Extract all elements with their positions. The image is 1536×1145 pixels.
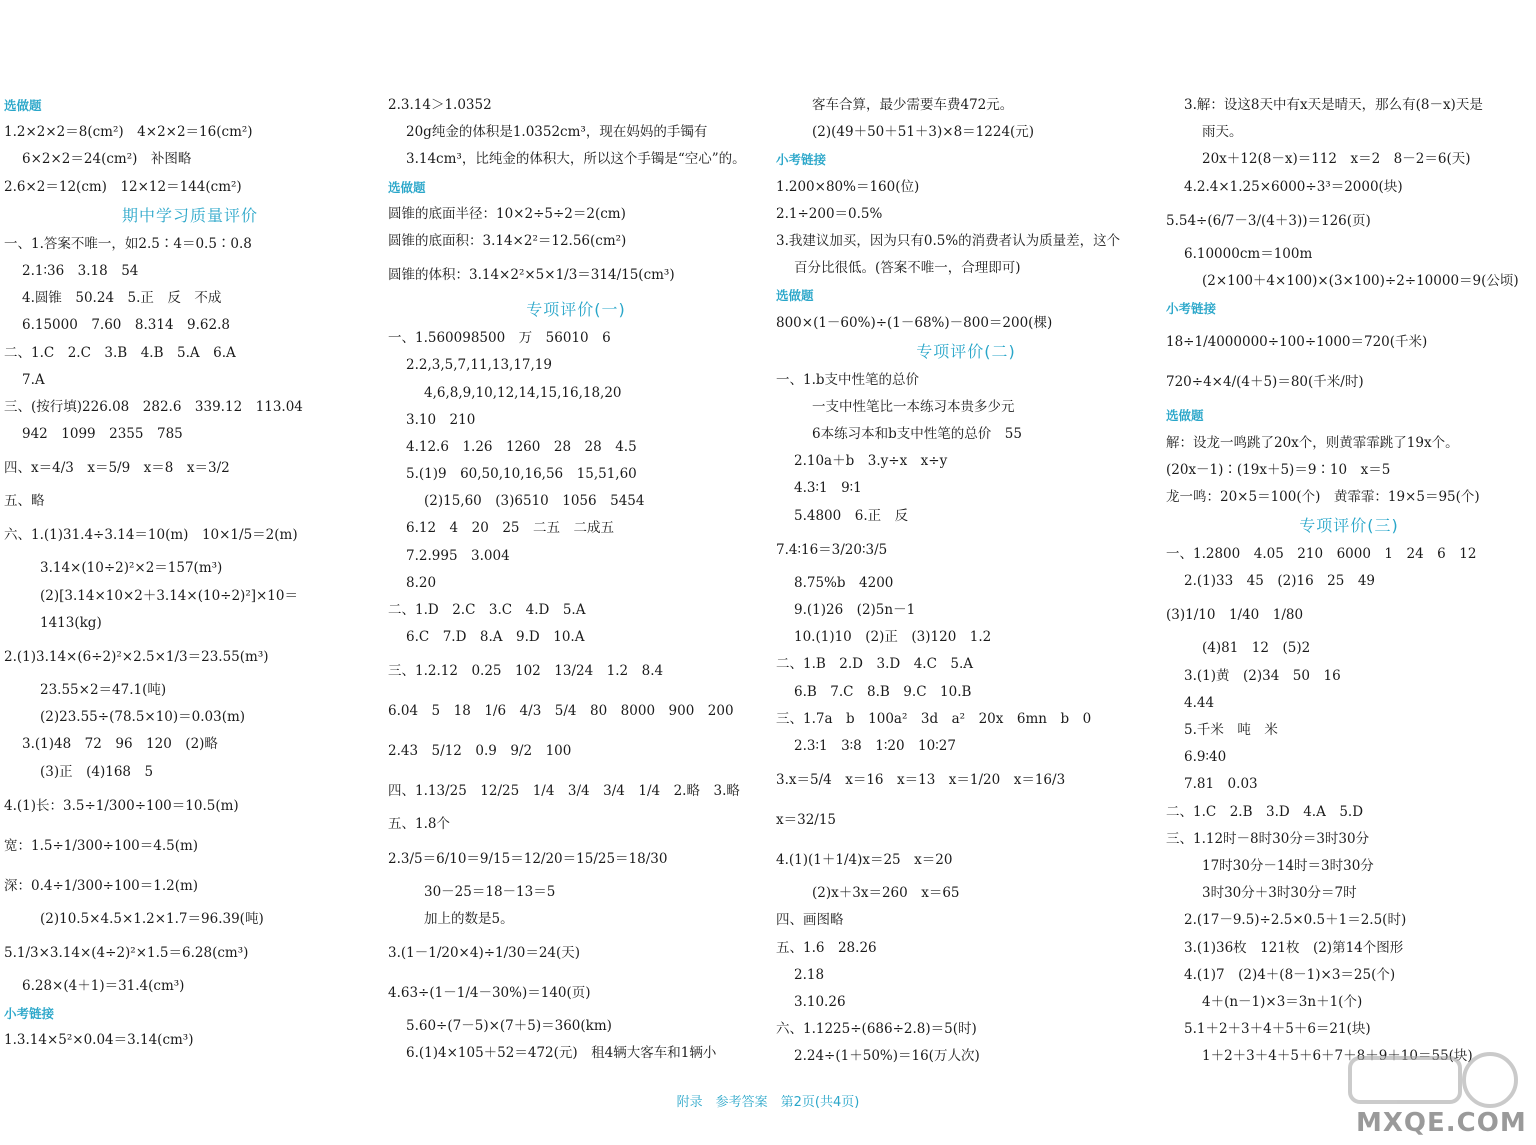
answer-line: 4.(1)长：3.5÷1/300÷100＝10.5(m) bbox=[4, 797, 239, 814]
answer-line: 8.20 bbox=[406, 574, 437, 591]
answer-line: 5.54÷(6/7－3/(4＋3))＝126(页) bbox=[1166, 212, 1371, 229]
answer-line: 4.63÷(1－1/4－30%)＝140(页) bbox=[388, 984, 591, 1001]
answer-line: 1＋2＋3＋4＋5＋6＋7＋8＋9＋10＝55(块) bbox=[1202, 1048, 1473, 1065]
answer-line: 3.解：设这8天中有x天是晴天，那么有(8－x)天是 bbox=[1184, 97, 1483, 113]
answer-line: 2.18 bbox=[794, 966, 825, 983]
answer-line: (2)23.55÷(78.5×10)＝0.03(m) bbox=[40, 709, 246, 726]
answer-line: 5.千米 吨 米 bbox=[1184, 722, 1278, 738]
answer-line: 2.6×2＝12(cm) 12×12＝144(cm²) bbox=[4, 178, 242, 195]
answer-line: 6.04 5 18 1/6 4/3 5/4 80 8000 900 200 bbox=[388, 703, 734, 720]
answer-line: 5.1/3×3.14×(4÷2)²×1.5＝6.28(cm³) bbox=[4, 944, 249, 961]
answer-line: 942 1099 2355 785 bbox=[22, 426, 183, 443]
answer-line: 三、1.12时－8时30分＝3时30分 bbox=[1166, 830, 1370, 847]
answer-line: 1.2×2×2＝8(cm²) 4×2×2＝16(cm²) bbox=[4, 124, 253, 141]
answer-line: 5.(1)9 60,50,10,16,56 15,51,60 bbox=[406, 466, 637, 483]
answer-line: 1.200×80%＝160(位) bbox=[776, 178, 920, 195]
answer-line: 2.3∶1 3∶8 1∶20 10∶27 bbox=[794, 737, 956, 754]
answer-line: 7.81 0.03 bbox=[1184, 776, 1258, 793]
answer-line: 20g纯金的体积是1.0352cm³，现在妈妈的手镯有 bbox=[406, 124, 708, 141]
answer-line: (20x－1)∶(19x＋5)＝9∶10 x＝5 bbox=[1166, 461, 1391, 478]
answer-line: 18÷1/4000000÷100÷1000＝720(千米) bbox=[1166, 334, 1428, 351]
answer-line: 3.10.26 bbox=[794, 993, 846, 1010]
section-label: 小考链接 bbox=[4, 1006, 55, 1022]
section-label: 选做题 bbox=[4, 98, 42, 113]
answer-line: 4＋(n－1)×3＝3n＋1(个) bbox=[1202, 993, 1363, 1010]
section-heading: 专项评价(一) bbox=[526, 300, 626, 320]
section-heading: 专项评价(三) bbox=[1299, 516, 1399, 536]
answer-line: 5.1＋2＋3＋4＋5＋6＝21(块) bbox=[1184, 1021, 1371, 1038]
answer-line: 3.(1－1/20×4)÷1/30＝24(天) bbox=[388, 944, 581, 961]
answer-line: 2.3.14＞1.0352 bbox=[388, 97, 492, 113]
answer-line: 加上的数是5。 bbox=[424, 910, 514, 927]
answer-line: 二、1.D 2.C 3.C 4.D 5.A bbox=[388, 602, 586, 618]
answer-line: 四、x＝4/3 x＝5/9 x＝8 x＝3/2 bbox=[4, 460, 230, 477]
answer-line: 2.1∶36 3.18 54 bbox=[22, 262, 139, 279]
answer-line: 3.14cm³，比纯金的体积大，所以这个手镯是“空心”的。 bbox=[406, 151, 746, 168]
answer-line: 三、(按行填)226.08 282.6 339.12 113.04 bbox=[4, 398, 303, 415]
answer-line: 五、1.8个 bbox=[388, 816, 450, 833]
answer-column-3 bbox=[776, 92, 1156, 1070]
answer-line: 6.C 7.D 8.A 9.D 10.A bbox=[406, 629, 585, 646]
answer-line: 2.43 5/12 0.9 9/2 100 bbox=[388, 743, 572, 760]
answer-line: 2.(1)33 45 (2)16 25 49 bbox=[1184, 573, 1376, 590]
answer-line: 4,6,8,9,10,12,14,15,16,18,20 bbox=[424, 384, 622, 401]
answer-line: 10.(1)10 (2)正 (3)120 1.2 bbox=[794, 629, 992, 646]
answer-line: 二、1.B 2.D 3.D 4.C 5.A bbox=[776, 656, 974, 673]
answer-line: 9.(1)26 (2)5n－1 bbox=[794, 602, 916, 618]
section-label: 小考链接 bbox=[1166, 301, 1217, 317]
answer-line: 800×(1－60%)÷(1－68%)－800＝200(棵) bbox=[776, 314, 1053, 331]
answer-line: 2.2,3,5,7,11,13,17,19 bbox=[406, 357, 552, 374]
answer-line: (2)10.5×4.5×1.2×1.7＝96.39(吨) bbox=[40, 910, 264, 927]
answer-line: 3.(1)黄 (2)34 50 16 bbox=[1184, 667, 1341, 684]
answer-line: 6.9∶40 bbox=[1184, 749, 1227, 766]
answer-line: 7.4∶16＝3/20∶3/5 bbox=[776, 541, 888, 558]
answer-line: 2.1÷200＝0.5% bbox=[776, 205, 883, 222]
answer-line: 4.(1)7 (2)4＋(8－1)×3＝25(个) bbox=[1184, 966, 1396, 983]
section-label: 选做题 bbox=[388, 179, 426, 195]
answer-line: 2.10a＋b 3.y÷x x÷y bbox=[794, 453, 948, 470]
answer-line: 2.24÷(1＋50%)＝16(万人次) bbox=[794, 1048, 980, 1065]
answer-line: 解：设龙一鸣跳了20x个，则黄霏霏跳了19x个。 bbox=[1166, 434, 1459, 451]
answer-line: 龙一鸣：20×5＝100(个) 黄霏霏：19×5＝95(个) bbox=[1166, 488, 1480, 505]
answer-line: (2)15,60 (3)6510 1056 5454 bbox=[424, 493, 645, 510]
answer-line: 客车合算，最少需要车费472元。 bbox=[812, 97, 1014, 113]
answer-line: 1413(kg) bbox=[40, 614, 102, 631]
answer-line: 17时30分－14时＝3时30分 bbox=[1202, 857, 1374, 874]
answer-line: 二、1.C 2.B 3.D 4.A 5.D bbox=[1166, 803, 1364, 820]
answer-line: 5.60÷(7－5)×(7＋5)＝360(km) bbox=[406, 1017, 612, 1034]
answer-line: 6×2×2＝24(cm²) 补图略 bbox=[22, 151, 192, 168]
answer-line: 四、1.13/25 12/25 1/4 3/4 3/4 1/4 2.略 3.略 bbox=[388, 783, 740, 800]
answer-line: 圆锥的底面半径：10×2÷5÷2＝2(cm) bbox=[388, 205, 626, 222]
answer-line: 一、1.2800 4.05 210 6000 1 24 6 12 bbox=[1166, 546, 1477, 563]
answer-line: 3.(1)48 72 96 120 (2)略 bbox=[22, 736, 218, 753]
answer-line: 4.44 bbox=[1184, 694, 1215, 711]
answer-line: 4.12.6 1.26 1260 28 28 4.5 bbox=[406, 438, 637, 455]
answer-line: 一、1.答案不唯一，如2.5∶4＝0.5∶0.8 bbox=[4, 235, 252, 252]
answer-line: 圆锥的底面积：3.14×2²＝12.56(cm²) bbox=[388, 232, 627, 249]
answer-line: (2)(49＋50＋51＋3)×8＝1224(元) bbox=[812, 124, 1035, 141]
answer-line: 20x＋12(8－x)＝112 x＝2 8－2＝6(天) bbox=[1202, 151, 1471, 168]
answer-line: 一支中性笔比一本练习本贵多少元 bbox=[812, 398, 1015, 415]
answer-line: 二、1.C 2.C 3.B 4.B 5.A 6.A bbox=[4, 344, 236, 361]
answer-line: 7.2.995 3.004 bbox=[406, 547, 510, 564]
section-label: 选做题 bbox=[1166, 408, 1204, 424]
answer-line: 1.3.14×5²×0.04＝3.14(cm³) bbox=[4, 1032, 194, 1049]
answer-line: 雨天。 bbox=[1202, 124, 1243, 141]
answer-line: 五、1.6 28.26 bbox=[776, 939, 877, 956]
answer-line: 六、1.1225÷(686÷2.8)＝5(时) bbox=[776, 1021, 977, 1038]
answer-line: 深：0.4÷1/300÷100＝1.2(m) bbox=[4, 877, 199, 894]
answer-line: 2.3/5＝6/10＝9/15＝12/20＝15/25＝18/30 bbox=[388, 850, 668, 867]
answer-line: 4.圆锥 50.24 5.正 反 不成 bbox=[22, 290, 222, 307]
answer-line: 3.我建议加买，因为只有0.5%的消费者认为质量差，这个 bbox=[776, 232, 1121, 249]
answer-line: 6.15000 7.60 8.314 9.62.8 bbox=[22, 317, 230, 334]
answer-line: 圆锥的体积：3.14×2²×5×1/3＝314/15(cm³) bbox=[388, 267, 675, 284]
page-footer: 附录 参考答案 第2页(共4页) bbox=[676, 1095, 860, 1110]
answer-line: 4.(1)(1＋1/4)x＝25 x＝20 bbox=[776, 852, 953, 869]
answer-line: 三、1.7a b 100a² 3d a² 20x 6mn b 0 bbox=[776, 710, 1092, 727]
answer-line: (4)81 12 (5)2 bbox=[1202, 640, 1311, 657]
section-heading: 专项评价(二) bbox=[916, 341, 1016, 361]
answer-line: 3.10 210 bbox=[406, 411, 476, 428]
answer-line: 百分比很低。(答案不唯一，合理即可) bbox=[794, 260, 1021, 277]
answer-line: 3时30分＋3时30分＝7时 bbox=[1202, 885, 1357, 902]
answer-line: (3)正 (4)168 5 bbox=[40, 763, 154, 780]
answer-line: (2×100＋4×100)×(3×100)÷2÷10000＝9(公顷) bbox=[1202, 272, 1519, 289]
answer-line: 一、1.560098500 万 56010 6 bbox=[388, 330, 611, 347]
answer-line: 3.14×(10÷2)²×2＝157(m³) bbox=[40, 560, 223, 577]
section-heading: 期中学习质量评价 bbox=[121, 205, 258, 225]
answer-line: 6本练习本和b支中性笔的总价 55 bbox=[812, 426, 1022, 443]
answer-line: 6.28×(4＋1)＝31.4(cm³) bbox=[22, 977, 185, 994]
answer-line: 6.B 7.C 8.B 9.C 10.B bbox=[794, 683, 972, 700]
answer-line: 六、1.(1)31.4÷3.14＝10(m) 10×1/5＝2(m) bbox=[4, 527, 298, 544]
answer-line: 四、画图略 bbox=[776, 912, 844, 929]
answer-line: 五、略 bbox=[4, 493, 45, 510]
answer-line: 8.75%b 4200 bbox=[794, 574, 894, 591]
answer-column-2 bbox=[388, 92, 764, 1067]
answer-line: 6.12 4 20 25 二五 二成五 bbox=[406, 520, 615, 537]
answer-line: 720÷4×4/(4＋5)＝80(千米/时) bbox=[1166, 374, 1364, 391]
watermark-text: MXQE.COM bbox=[1356, 1108, 1527, 1138]
answer-line: 3.x＝5/4 x＝16 x＝13 x＝1/20 x＝16/3 bbox=[776, 772, 1066, 789]
answer-line: 5.4800 6.正 反 bbox=[794, 507, 909, 524]
answer-line: 三、1.2.12 0.25 102 13/24 1.2 8.4 bbox=[388, 663, 664, 680]
answer-line: 3.(1)36枚 121枚 (2)第14个图形 bbox=[1184, 939, 1404, 956]
answer-line: x＝32/15 bbox=[776, 812, 837, 829]
answer-column-1 bbox=[4, 92, 376, 1055]
answer-line: 6.(1)4×105＋52＝472(元) 租4辆大客车和1辆小 bbox=[406, 1045, 717, 1062]
answer-line: 一、1.b支中性笔的总价 bbox=[776, 371, 920, 388]
answer-line: (2)x＋3x＝260 x＝65 bbox=[812, 885, 960, 902]
answer-line: 2.(1)3.14×(6÷2)²×2.5×1/3＝23.55(m³) bbox=[4, 649, 269, 665]
section-label: 选做题 bbox=[776, 288, 814, 304]
answer-column-4 bbox=[1166, 92, 1532, 1070]
answer-line: 30－25＝18－13＝5 bbox=[424, 883, 556, 900]
answer-line: 7.A bbox=[22, 371, 45, 388]
section-label: 小考链接 bbox=[776, 152, 827, 168]
answer-line: 4.3∶1 9∶1 bbox=[794, 480, 862, 497]
answer-line: 4.2.4×1.25×6000÷3³＝2000(块) bbox=[1184, 178, 1403, 195]
answer-line: 23.55×2＝47.1(吨) bbox=[40, 682, 167, 698]
answer-line: (3)1/10 1/40 1/80 bbox=[1166, 607, 1304, 624]
answer-line: 宽：1.5÷1/300÷100＝4.5(m) bbox=[4, 837, 199, 854]
answer-line: (2)[3.14×10×2＋3.14×(10÷2)²]×10＝ bbox=[40, 587, 298, 604]
answer-line: 2.(17－9.5)÷2.5×0.5＋1＝2.5(时) bbox=[1184, 912, 1407, 929]
answer-line: 6.10000cm＝100m bbox=[1184, 245, 1313, 262]
